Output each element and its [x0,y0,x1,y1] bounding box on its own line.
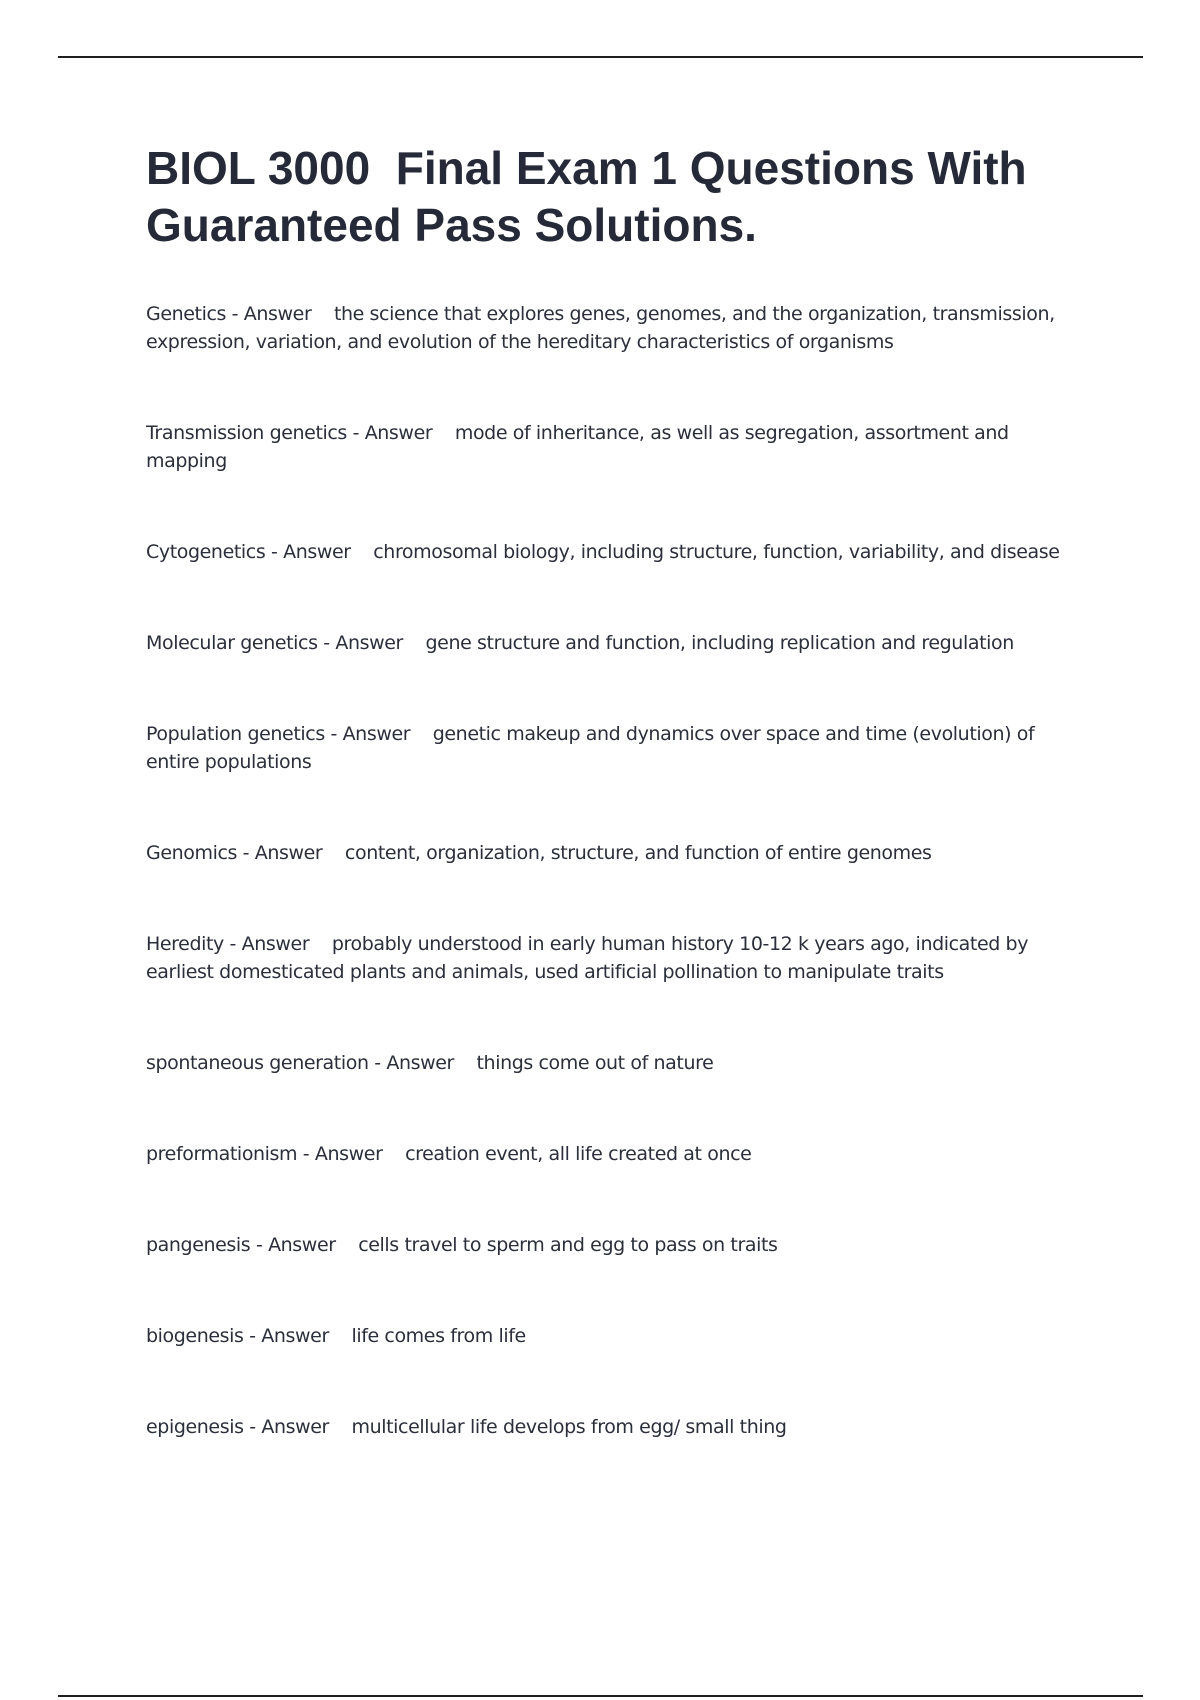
qa-item [146,1322,1086,1350]
qa-item [146,300,1086,356]
qa-definition: cells travel to sperm and egg to pass on traits [358,1234,778,1256]
qa-answer-label: Answer [335,632,403,654]
qa-answer-label: Answer [254,842,323,864]
qa-term: Heredity [146,933,224,955]
qa-separator: - [324,723,343,745]
qa-term: spontaneous generation [146,1052,369,1074]
qa-item [146,839,1086,867]
qa-term: Population genetics [146,723,325,745]
qa-term: pangenesis [146,1234,251,1256]
qa-definition: content, organization, structure, and function of entire genomes [344,842,932,864]
qa-gap [311,303,334,325]
qa-term: preformationism [146,1143,298,1165]
qa-item [146,720,1086,776]
qa-separator: - [317,632,336,654]
qa-item [146,1049,1086,1077]
qa-separator: - [243,1325,262,1347]
qa-definition: mode of inheritance, as well as segregation, assortment and mapping [146,422,1009,472]
qa-answer-label: Answer [283,541,351,563]
qa-item [146,1231,1086,1259]
qa-gap [351,541,374,563]
qa-term: Transmission genetics [146,422,347,444]
qa-answer-label: Answer [241,933,310,955]
qa-definition: multicellular life develops from egg/ small thing [351,1416,787,1438]
qa-term: epigenesis [146,1416,244,1438]
qa-item [146,629,1086,657]
qa-answer-label: Answer [314,1143,383,1165]
qa-answer-label: Answer [268,1234,336,1256]
qa-definition: the science that explores genes, genomes, and the organization, transmission, expression, variation, and evolution of the hereditary characteristics of organisms [146,303,1055,353]
bottom-divider [58,1695,1143,1697]
document-title: BIOL 3000 Final Exam 1 Questions With Guaranteed Pass Solutions. [146,142,1040,251]
qa-answer-label: Answer [261,1325,329,1347]
qa-term: Cytogenetics [146,541,266,563]
qa-item [146,419,1086,475]
qa-separator: - [297,1143,315,1165]
qa-gap [336,1234,359,1256]
qa-separator: - [346,422,365,444]
qa-gap [454,1052,477,1074]
qa-separator: - [226,303,244,325]
qa-gap [329,1325,352,1347]
qa-item [146,1140,1086,1168]
qa-answer-label: Answer [386,1052,454,1074]
qa-term: Genetics [146,303,227,325]
qa-definition: things come out of nature [476,1052,714,1074]
qa-gap [329,1416,352,1438]
qa-term: biogenesis [146,1325,244,1347]
qa-definition: creation event, all life created at once [405,1143,752,1165]
qa-separator: - [368,1052,387,1074]
qa-separator: - [243,1416,262,1438]
top-divider [58,56,1143,58]
qa-gap [403,632,426,654]
qa-list [146,300,1086,1441]
qa-definition: probably understood in early human history 10-12 k years ago, indicated by earliest domesticated plants and animals, used artificial pollination to manipulate traits [146,933,1029,983]
qa-answer-label: Answer [261,1416,329,1438]
qa-item [146,930,1086,986]
qa-definition: genetic makeup and dynamics over space and time (evolution) of entire populations [146,723,1035,773]
qa-answer-label: Answer [243,303,312,325]
qa-answer-label: Answer [342,723,411,745]
qa-item [146,538,1086,566]
qa-separator: - [250,1234,269,1256]
qa-separator: - [237,842,255,864]
qa-separator: - [223,933,242,955]
qa-gap [322,842,345,864]
document-body [146,140,1086,1504]
qa-term: Genomics [146,842,238,864]
qa-term: Molecular genetics [146,632,318,654]
qa-definition: life comes from life [351,1325,526,1347]
qa-gap [410,723,433,745]
qa-gap [309,933,332,955]
qa-answer-label: Answer [364,422,433,444]
qa-gap [383,1143,406,1165]
qa-separator: - [265,541,284,563]
qa-gap [432,422,455,444]
qa-definition: chromosomal biology, including structure, function, variability, and disease [373,541,1060,563]
qa-definition: gene structure and function, including replication and regulation [425,632,1014,654]
qa-item [146,1413,1086,1441]
